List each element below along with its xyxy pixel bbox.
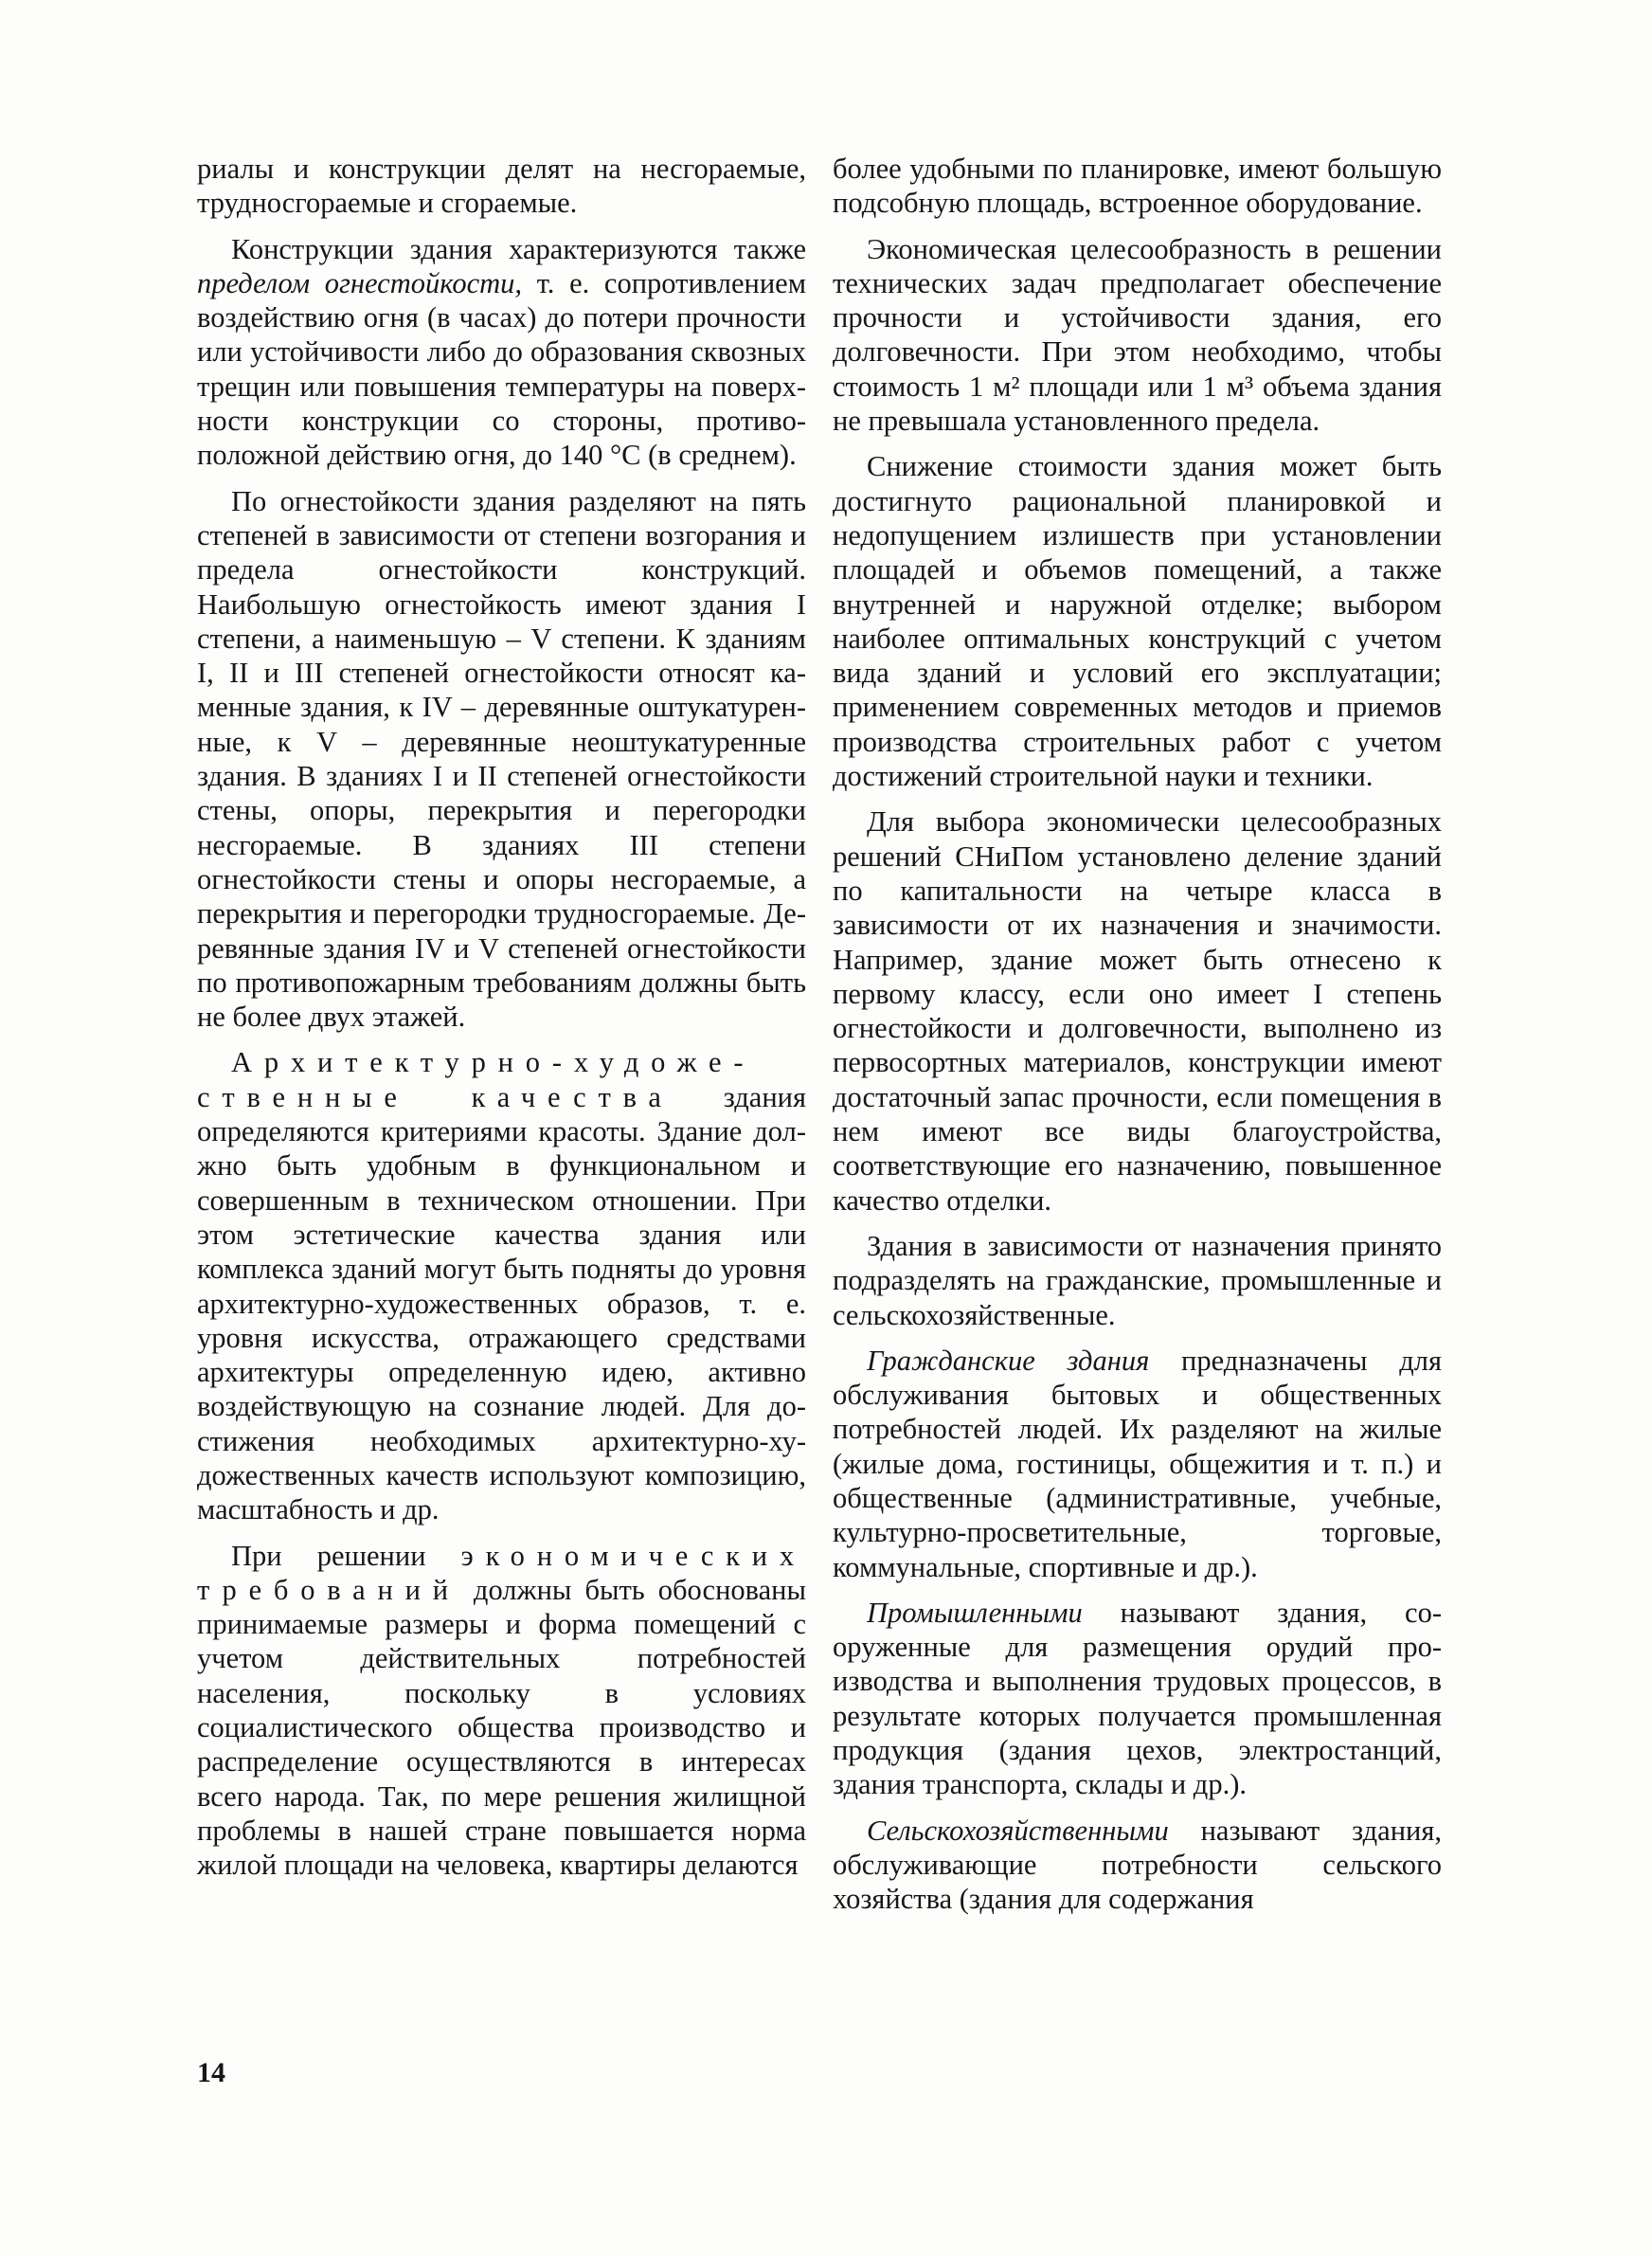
paragraph: [833, 449, 1442, 793]
paragraph: [833, 1814, 1442, 1917]
spaced-term: экономических требований: [197, 1539, 806, 1606]
paragraph-text: здания определяются критериями красоты. Здание должно быть удобным в функциональном и совершенным в техническом отношении. При этом эстетические качества здания или комплекса зданий могут быть подняты до уровня архитектурно-художественных образов, т. е. уровня искусства, отражающего средствами архитектуры определенную идею, активно воздействующую на сознание людей. Для достижения необходимых архитектурно-художественных качеств используют композицию, масштабность и др.: [197, 1080, 806, 1526]
paragraph-text: Конструкции здания характеризуются также: [231, 232, 806, 265]
paragraph: [197, 1539, 806, 1883]
paragraph: [833, 1229, 1442, 1332]
paragraph-text: По огнестойкости здания разделяют на пять степеней в зависимости от степени возгорания и предела огнестойкости конструкций. Наибольшую огнестойкость имеют здания I степени, а наименьшую – V степени. К зданиям I, II и III степеней огнестойкости относят каменные здания, к IV – деревянные оштукатуренные, к V – деревянные неоштукатуренные здания. В зданиях I и II степеней огнестойкости стены, опоры, перекрытия и перегородки несгораемые. В зданиях III степени огнестойкости стены и опоры несгораемые, а перекрытия и перегородки трудносгораемые. Деревянные здания IV и V степеней огнестойкости по противопожарным требованиям должны быть не более двух этажей.: [197, 484, 806, 1034]
paragraph-text: Экономическая целесообразность в решении технических задач предполагает обеспечение прочности и устойчивости здания, его долговечности. При этом необходимо, чтобы стоимость 1 м² площади или 1 м³ объема здания не превышала установленного предела.: [833, 232, 1442, 438]
page-number: 14: [197, 2057, 225, 2088]
paragraph: [197, 232, 806, 473]
paragraph: [197, 1045, 806, 1526]
left-column: [197, 152, 806, 1883]
paragraph-text: Для выбора экономически целесообразных решений СНиПом установлено деление зданий по капитальности на четыре класса в зависимости от их назначения и значимости. Например, здание может быть отнесено к первому классу, если оно имеет I степень огнестойкости и долговечности, выполнено из первосортных материалов, конструкции имеют достаточный запас прочности, если помещения в нем имеют все виды благоустройства, соответствующие его назначению, повышенное качество отделки.: [833, 805, 1442, 1217]
paragraph: [833, 804, 1442, 1218]
paragraph-text: При решении: [231, 1539, 461, 1572]
paragraph: [833, 1344, 1442, 1584]
paragraph-text: т. е. сопротивлением воздействию огня (в часах) до потери прочности или устойчивости либо до образования сквозных трещин или повышения температуры на поверхности конструкции со стороны, противоположной действию огня, до 140 °С (в среднем).: [197, 266, 807, 472]
paragraph-text: Снижение стоимости здания может быть достигнуто рациональной планировкой и недопущением излишеств при установлении площадей и объемов помещений, а также внутренней и наружной отделке; выбором наиболее оптимальных конструкций с учетом вида зданий и условий его эксплуатации; применением современных методов и приемов производства строительных работ с учетом достижений строительной науки и техники.: [833, 450, 1442, 793]
italic-term: Сельскохозяйственными: [867, 1814, 1169, 1847]
paragraph: [833, 1596, 1442, 1802]
spaced-term: Архитектурно-художественные качества: [197, 1046, 744, 1113]
paragraph-text: называют здания, сооруженные для размещения орудий производства и выполнения трудовых процессов, в результате которых получается промышленная продукция (здания цехов, электростанций, здания транспорта, склады и др.).: [833, 1596, 1442, 1801]
italic-term: пределом огнестойкости,: [197, 266, 523, 299]
italic-term: Гражданские здания: [867, 1344, 1150, 1377]
paragraph-text: риалы и конструкции делят на несгораемые, трудносгораемые и сгораемые.: [197, 153, 806, 220]
paragraph-text: Здания в зависимости от назначения принято подразделять на гражданские, промышленные и сельскохозяйственные.: [833, 1229, 1442, 1331]
paragraph: [833, 152, 1442, 221]
paragraph: [197, 484, 806, 1035]
italic-term: Промышленными: [867, 1596, 1083, 1629]
right-column: [833, 152, 1442, 1917]
paragraph: [197, 152, 806, 221]
paragraph: [833, 232, 1442, 439]
paragraph-text: называют здания, обслуживающие потребности сельского хозяйства (здания для содержания: [833, 1814, 1442, 1916]
paragraph-text: должны быть обоснованы принимаемые размеры и форма помещений с учетом действительных потребностей населения, поскольку в условиях социалистического общества производство и распределение осуществляются в интересах всего народа. Так, по мере решения жилищной проблемы в нашей стране повышается норма жилой площади на человека, квартиры делаются: [197, 1573, 806, 1882]
paragraph-text: предназначены для обслуживания бытовых и общественных потребностей людей. Их разделяют на жилые (жилые дома, гостиницы, общежития и т. п.) и общественные (административные, учебные, культурно-просветительные, торговые, коммунальные, спортивные и др.).: [833, 1344, 1442, 1583]
paragraph-text: более удобными по планировке, имеют большую подсобную площадь, встроенное оборудование.: [833, 153, 1442, 220]
